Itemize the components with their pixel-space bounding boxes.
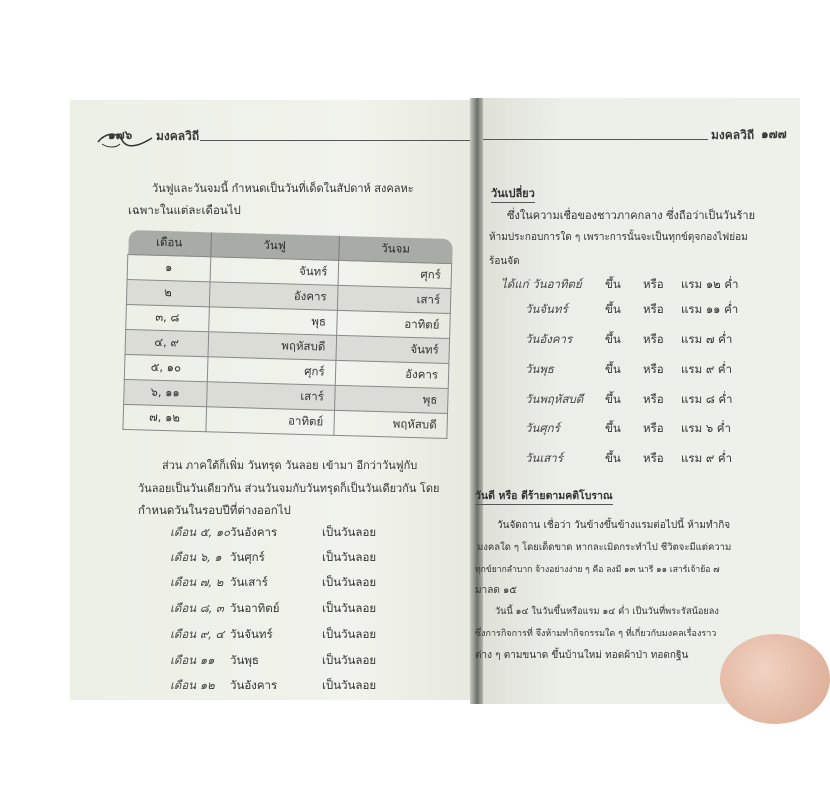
left-page (70, 100, 475, 700)
paragraph-line: วันลอยเป็นวันเดียวกัน ส่วนวันจมกับวันทรุดก็เป็นวันเดียวกัน โดย (138, 482, 440, 495)
cell-jom: เสาร์ (337, 285, 451, 313)
cell-jom: ศุกร์ (338, 260, 452, 288)
list-month: เดือน ๕, ๑๐ (170, 525, 231, 539)
day-rise: ขึ้น (605, 362, 621, 376)
paragraph-line: มงคลใด ๆ โดยเด็ดขาด หากละเมิดกระทำไป ชีวิตจะมีแต่ความ (477, 542, 732, 553)
list-month: เดือน ๑๑ (170, 653, 215, 667)
day-rise: ขึ้น (605, 392, 621, 406)
day-wane: แรม ๖ ค่ำ (681, 421, 731, 435)
list-day: วันพุธ (230, 653, 259, 667)
day-name: วันศุกร์ (525, 421, 560, 435)
thumb (720, 634, 830, 724)
section-heading: วันเปลี่ยว (491, 184, 535, 203)
cell-jom: จันทร์ (335, 335, 449, 363)
day-wane: แรม ๙ ค่ำ (681, 451, 733, 465)
section-heading: วันดี หรือ ดีร้ายตามคติโบราณ (475, 487, 613, 505)
cell-fu: จันทร์ (210, 257, 339, 286)
day-or: หรือ (643, 332, 664, 346)
page-number: ๑๗๗ (761, 127, 787, 141)
cell-month: ๖, ๑๑ (124, 379, 207, 406)
cell-jom: อาทิตย์ (336, 310, 450, 338)
paragraph-line: ส่วน ภาคใต้ก็เพิ่ม วันทรุด วันลอย เข้ามา อีกว่าวันฟูกับ (162, 459, 418, 472)
day-rise: ขึ้น (605, 277, 621, 291)
list-type: เป็นวันลอย (322, 678, 377, 692)
cell-month: ๗, ๑๒ (123, 404, 206, 431)
cell-fu: พฤหัสบดี (207, 332, 336, 361)
day-wane: แรม ๗ ค่ำ (681, 332, 733, 346)
header-rule (200, 140, 470, 141)
day-or: หรือ (643, 421, 664, 435)
day-name: วันเสาร์ (525, 451, 563, 465)
day-or: หรือ (643, 362, 664, 376)
fu-jom-table (122, 230, 452, 439)
day-wane: แรม ๑๑ ค่ำ (681, 302, 739, 316)
list-type: เป็นวันลอย (322, 653, 377, 667)
day-name: ได้แก่ วันอาทิตย์ (501, 277, 582, 291)
cell-month: ๓, ๘ (126, 304, 209, 331)
cell-fu: เสาร์ (206, 382, 335, 411)
day-rise: ขึ้น (605, 451, 621, 465)
day-or: หรือ (643, 302, 664, 316)
table-header-fu: วันฟู (210, 232, 339, 260)
list-type: เป็นวันลอย (322, 550, 377, 564)
day-wane: แรม ๙ ค่ำ (681, 362, 733, 376)
day-name: วันพุธ (525, 362, 554, 376)
list-day: วันจันทร์ (230, 627, 273, 641)
paragraph-line: ห้ามประกอบการใด ๆ เพราะการนั้นจะเป็นทุกข์ดุจกองไฟย่อม (489, 232, 748, 243)
cell-fu: อังคาร (209, 282, 338, 311)
list-month: เดือน ๗, ๒ (170, 575, 224, 589)
cell-jom: อังคาร (335, 360, 449, 388)
paragraph-line: กำหนดวันในรอบปีที่ต่างออกไป (138, 503, 291, 517)
paragraph-line: ร้อนจัด (489, 256, 520, 267)
paragraph-line: ทุกข์ยากลำบาก จ้างอย่างง่าย ๆ คือ ลงมี ๑๓ นารี ๑๑ เสาร์เจ้าย้อ ๗ (475, 565, 720, 575)
list-day: วันศุกร์ (230, 550, 265, 564)
cell-fu: อาทิตย์ (205, 407, 334, 436)
paragraph-line: วันนี้ ๑๔ ในวันขึ้นหรือแรม ๑๔ ค่ำ เป็นวันที่พระรัสน้อยลง (495, 606, 719, 617)
list-month: เดือน ๙, ๔ (170, 627, 225, 641)
day-name: วันอังคาร (525, 332, 573, 346)
list-day: วันอังคาร (230, 678, 278, 692)
cell-fu: ศุกร์ (207, 357, 336, 386)
paragraph-line: วันจัดถาน เชื่อว่า วันข้างขึ้นข้างแรมต่อไปนี้ ห้ามทำกิจ (497, 520, 731, 531)
day-rise: ขึ้น (605, 332, 621, 346)
table-header-month: เดือน (128, 230, 211, 257)
cell-month: ๕, ๑๐ (124, 354, 207, 381)
day-or: หรือ (643, 392, 664, 406)
cell-month: ๔, ๙ (125, 329, 208, 356)
day-or: หรือ (643, 277, 664, 291)
list-day: วันอังคาร (230, 525, 278, 539)
list-type: เป็นวันลอย (322, 601, 377, 615)
running-title: มงคลวิถี (711, 128, 755, 142)
cell-month: ๒ (126, 279, 209, 306)
day-wane: แรม ๑๒ ค่ำ (681, 277, 739, 291)
list-type: เป็นวันลอย (322, 575, 377, 589)
intro-line: เฉพาะในแต่ละเดือนไป (128, 203, 241, 217)
list-month: เดือน ๘, ๓ (170, 601, 224, 615)
open-book (0, 98, 800, 704)
cell-jom: พุธ (334, 385, 448, 413)
day-name: วันพฤหัสบดี (525, 392, 584, 406)
cell-fu: พุธ (208, 307, 337, 336)
paragraph-line: มาลด ๑๕ (475, 585, 517, 596)
running-title: มงคลวิถี (156, 129, 200, 143)
paragraph-line: ต่าง ๆ ตามขนาด ขึ้นบ้านใหม่ ทอดผ้าป่า ทอดกฐิน (475, 650, 689, 661)
list-day: วันเสาร์ (230, 575, 268, 589)
page-number: ๑๗๖ (108, 128, 133, 142)
list-type: เป็นวันลอย (322, 627, 377, 641)
cell-jom: พฤหัสบดี (333, 410, 447, 438)
day-wane: แรม ๘ ค่ำ (681, 392, 733, 406)
list-month: เดือน ๑๒ (170, 678, 215, 692)
day-or: หรือ (643, 451, 664, 465)
table-header-jom: วันจม (338, 236, 452, 264)
list-month: เดือน ๖, ๑ (170, 550, 222, 564)
right-page (475, 98, 800, 704)
day-name: วันจันทร์ (525, 302, 568, 316)
list-type: เป็นวันลอย (322, 525, 377, 539)
paragraph-line: ซึ่งการกิจการที่ จึงห้ามทำกิจกรรมใด ๆ ที่เกี่ยวกับมงคลเรื่องราว (475, 629, 717, 639)
cell-month: ๑ (127, 255, 210, 282)
list-day: วันอาทิตย์ (230, 601, 280, 615)
header-rule (483, 139, 708, 140)
day-rise: ขึ้น (605, 302, 621, 316)
day-rise: ขึ้น (605, 421, 621, 435)
intro-line: วันฟูและวันจมนี้ กำหนดเป็นวันที่เด็ดในสัปดาห์ สงคลหะ (152, 182, 414, 195)
paragraph-line: ซึ่งในความเชื่อของชาวภาคกลาง ซึ่งถือว่าเป็นวันร้าย (507, 209, 756, 222)
